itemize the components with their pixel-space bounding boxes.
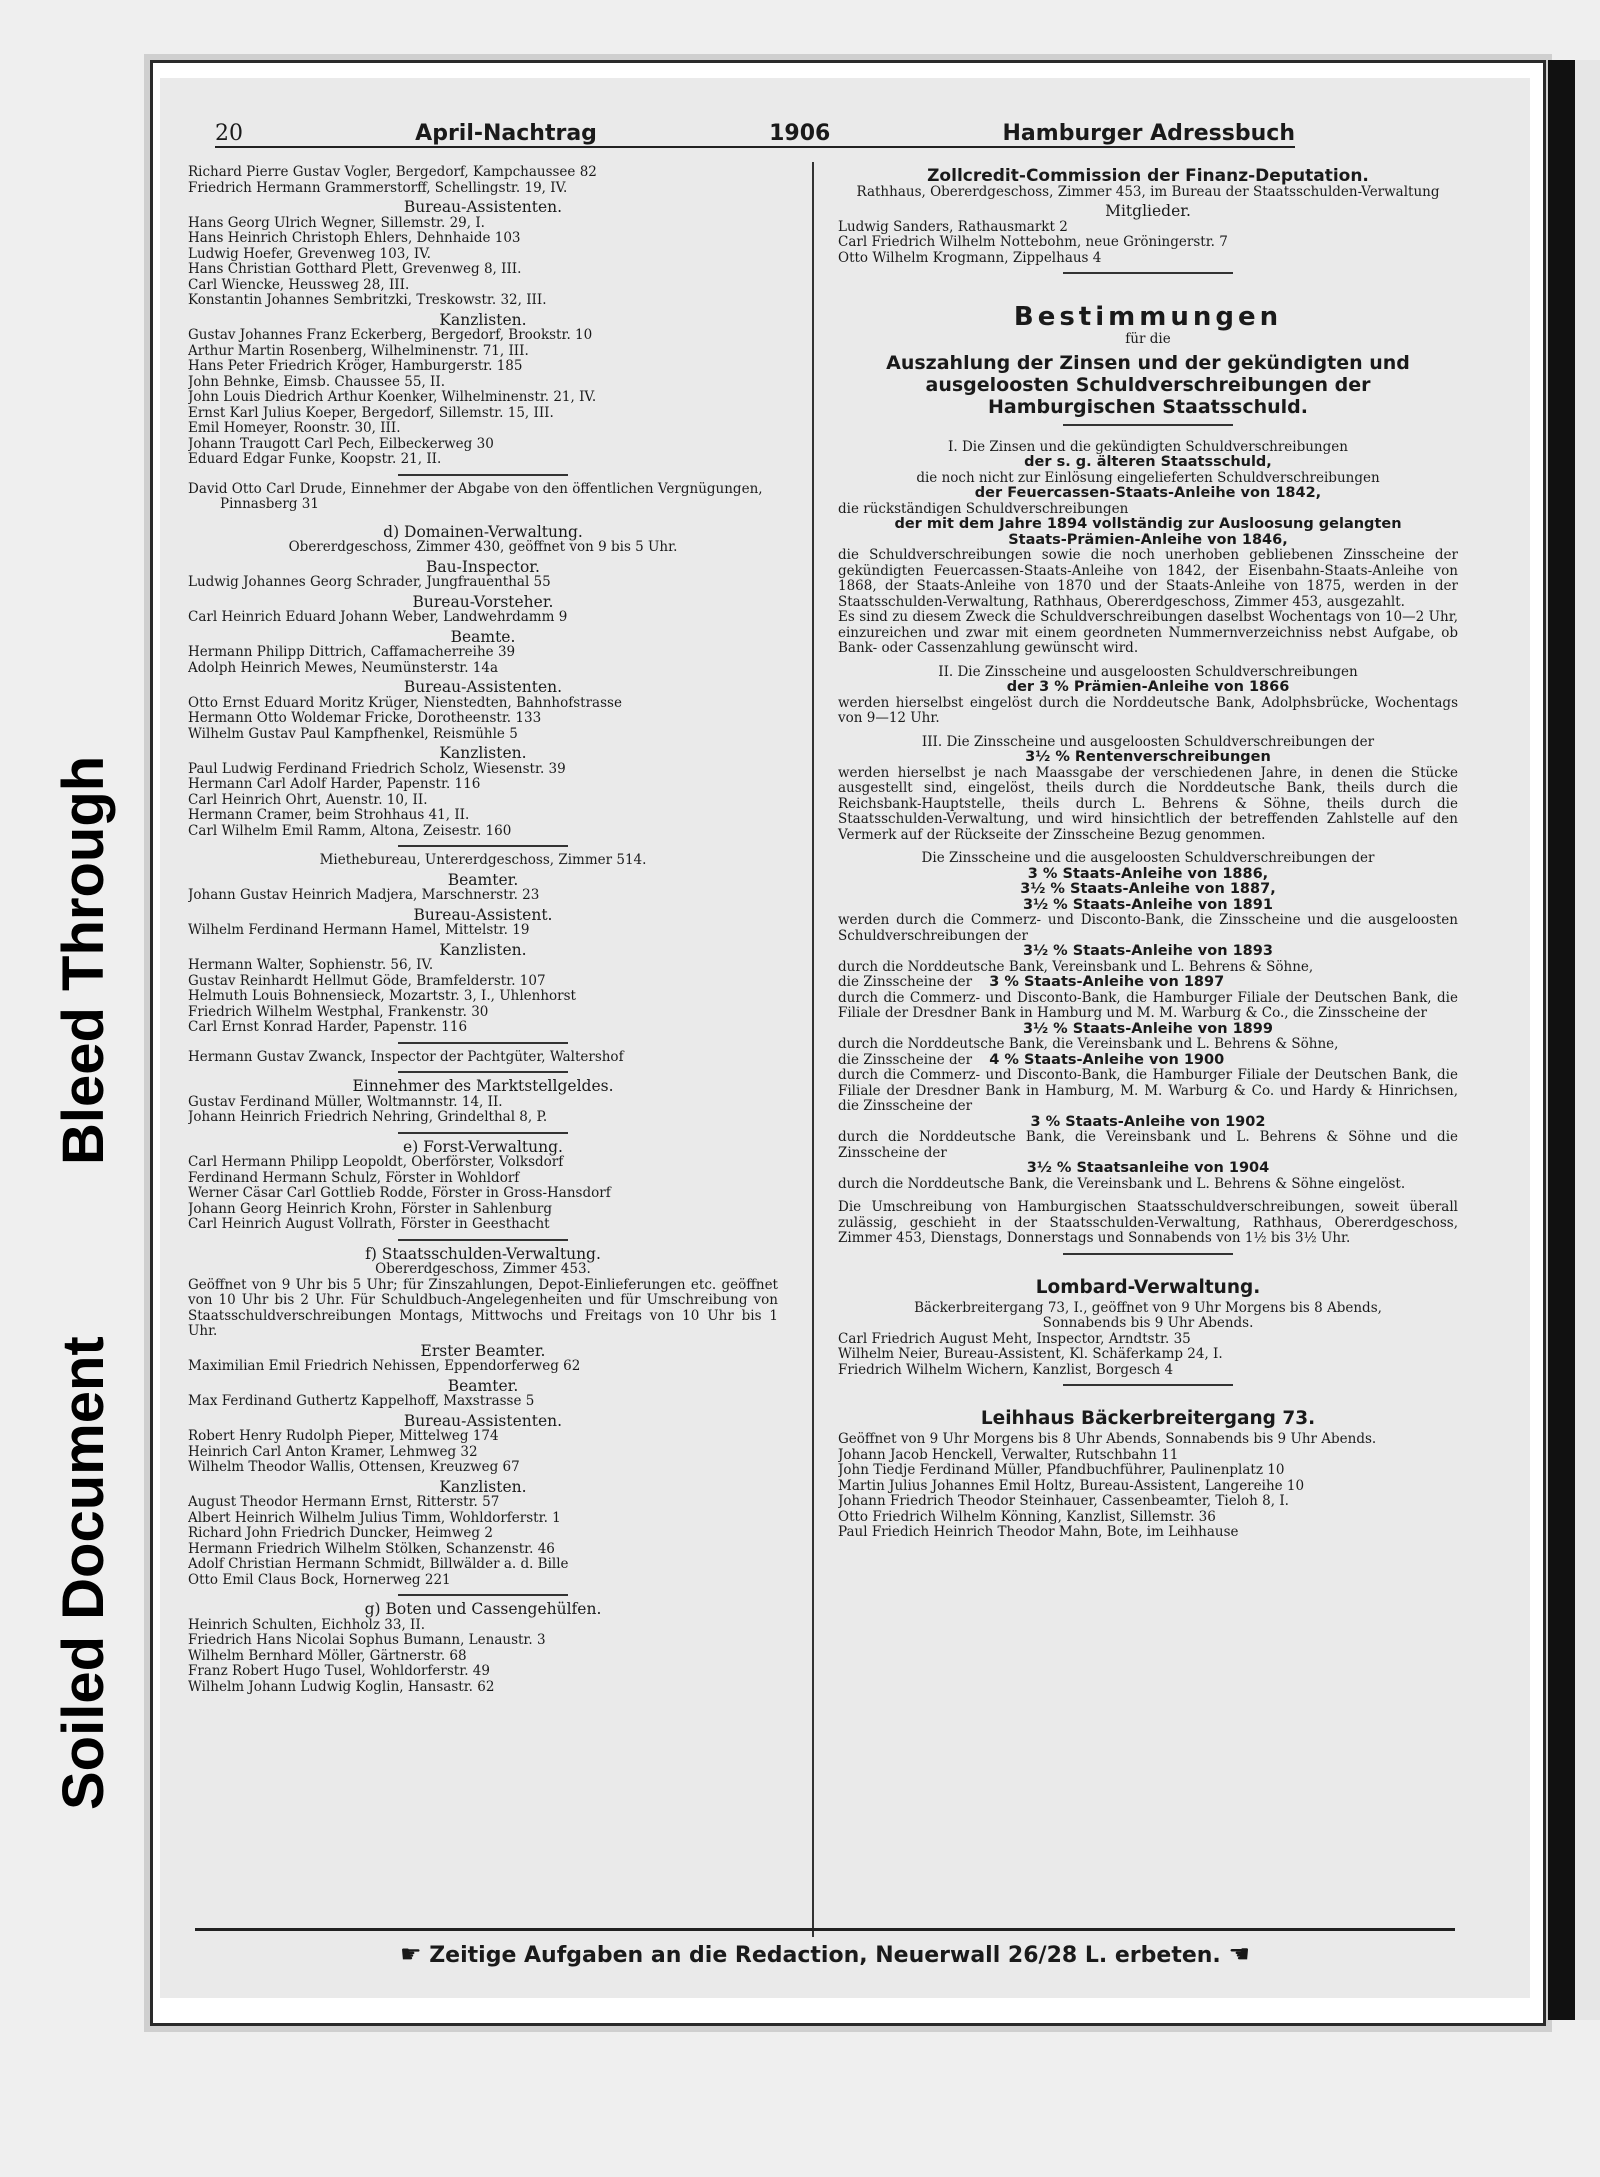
entry-line: Wilhelm Ferdinand Hermann Hamel, Mittelstr. 19 bbox=[188, 923, 530, 938]
column-divider bbox=[812, 162, 814, 1937]
entry-line: Martin Julius Johannes Emil Holtz, Bureau-Assistent, Langereihe 10 bbox=[838, 1478, 1305, 1494]
heading-bureau-assistenten-1: Bureau-Assistenten. bbox=[403, 198, 563, 216]
anleihe-1897-text: durch die Commerz- und Disconto-Bank, die Hamburger Filiale der Deutschen Bank, die Filiale der Dresdner Bank in Hamburg und M. M. Warburg & Co., die Zinsscheine der bbox=[838, 989, 1458, 1021]
kanzlisten-list-3 bbox=[188, 958, 778, 1036]
beamte-list bbox=[188, 645, 778, 676]
heading-zollcredit: Zollcredit-Commission der Finanz-Deputation. bbox=[927, 166, 1369, 186]
boten-list bbox=[188, 1618, 778, 1696]
anleihe-1897-prefix: die Zinsscheine der bbox=[838, 974, 973, 990]
entry-line: Carl Heinrich Eduard Johann Weber, Landwehrdamm 9 bbox=[188, 610, 568, 625]
heading-mitglieder: Mitglieder. bbox=[1105, 202, 1191, 220]
anleihe-1893-text: durch die Norddeutsche Bank, Vereinsbank und L. Behrens & Söhne, bbox=[838, 958, 1314, 975]
bestimmungen-sub-2: ausgeloosten Schuldverschreibungen der bbox=[925, 373, 1371, 396]
entry-line: Gustav Reinhardt Hellmut Göde, Bramfelderstr. 107 bbox=[188, 973, 546, 989]
entry-line: Friedrich Hans Nicolai Sophus Bumann, Lenaustr. 3 bbox=[188, 1633, 546, 1648]
bureau-assistenten-list-4 bbox=[188, 1429, 778, 1476]
entry-line: Arthur Martin Rosenberg, Wilhelminenstr. 71, III. bbox=[188, 343, 529, 359]
footer-rule bbox=[195, 1928, 1455, 1931]
drude-line-2: Pinnasberg 31 bbox=[220, 497, 319, 512]
right-column bbox=[838, 165, 1458, 1541]
section-rule bbox=[398, 845, 568, 847]
entry-line: Hermann Cramer, beim Strohhaus 41, II. bbox=[188, 808, 470, 823]
kanzlisten-list-2 bbox=[188, 762, 778, 840]
header-year: 1906 bbox=[769, 121, 831, 146]
entry-line: Johann Jacob Henckell, Verwalter, Rutschbahn 11 bbox=[838, 1447, 1179, 1463]
entry-line: Konstantin Johannes Sembritzki, Treskowstr. 32, III. bbox=[188, 293, 547, 308]
intro-list bbox=[188, 165, 778, 196]
entry-line: Heinrich Schulten, Eichholz 33, II. bbox=[188, 1617, 425, 1633]
entry-line: Wilhelm Neier, Bureau-Assistent, Kl. Schäferkamp 24, I. bbox=[838, 1347, 1223, 1362]
header-section: April-Nachtrag bbox=[415, 121, 597, 146]
entry-line: Wilhelm Johann Ludwig Koglin, Hansastr. 62 bbox=[188, 1679, 495, 1695]
section-ii-intro: II. Die Zinsscheine und ausgeloosten Schuldverschreibungen bbox=[938, 663, 1358, 680]
section-i-noch: die noch nicht zur Einlösung eingelieferten Schuldverschreibungen bbox=[916, 469, 1380, 486]
entry-line: Ferdinand Hermann Schulz, Förster in Wohldorf bbox=[188, 1170, 520, 1186]
entry-line: Eduard Edgar Funke, Koopstr. 21, II. bbox=[188, 452, 442, 467]
anleihe-1899: 3½ % Staats-Anleihe von 1899 bbox=[1023, 1020, 1273, 1037]
lombard-list bbox=[838, 1332, 1458, 1379]
entry-line: Carl Heinrich Ohrt, Auenstr. 10, II. bbox=[188, 792, 428, 808]
bestimmungen-sub-1: Auszahlung der Zinsen und der gekündigten und bbox=[886, 351, 1410, 374]
anleihe-1897: 3 % Staats-Anleihe von 1897 bbox=[989, 974, 1225, 990]
staatsschulden-address: Obererdgeschoss, Zimmer 453. bbox=[375, 1261, 591, 1277]
page-header bbox=[215, 112, 1295, 148]
heading-beamter-1: Beamter. bbox=[447, 870, 519, 889]
bestimmungen-sub-3: Hamburgischen Staatsschuld. bbox=[987, 395, 1308, 418]
forst-list bbox=[188, 1155, 778, 1233]
section-rule bbox=[1063, 1384, 1233, 1386]
entry-line: Johann Georg Heinrich Krohn, Förster in Sahlenburg bbox=[188, 1201, 553, 1217]
drude-line-1: David Otto Carl Drude, Einnehmer der Abgabe von den öffentlichen Vergnügungen, bbox=[188, 481, 763, 497]
entry-line: Adolph Heinrich Mewes, Neumünsterstr. 14a bbox=[188, 660, 499, 676]
anleihe-1886: 3 % Staats-Anleihe von 1886, bbox=[1027, 865, 1269, 882]
entry-line: Hermann Walter, Sophienstr. 56, IV. bbox=[188, 958, 434, 973]
entry-line: Carl Friedrich Wilhelm Nottebohm, neue Gröningerstr. 7 bbox=[838, 235, 1228, 250]
entry-line: Wilhelm Theodor Wallis, Ottensen, Kreuzweg 67 bbox=[188, 1460, 520, 1475]
entry-line: Max Ferdinand Guthertz Kappelhoff, Maxstrasse 5 bbox=[188, 1394, 535, 1409]
entry-line: Emil Homeyer, Roonstr. 30, III. bbox=[188, 421, 401, 436]
anleihe-1904-text: durch die Norddeutsche Bank, die Vereinsbank und L. Behrens & Söhne eingelöst. bbox=[838, 1175, 1406, 1192]
footer-text: Zeitige Aufgaben an die Redaction, Neuerwall 26/28 L. erbeten. bbox=[429, 1943, 1221, 1968]
entry-line: Hermann Otto Woldemar Fricke, Dorotheenstr. 133 bbox=[188, 711, 542, 726]
entry-line: Hans Christian Gotthard Plett, Grevenweg 8, III. bbox=[188, 262, 522, 277]
section-i-feuercassen: der Feuercassen-Staats-Anleihe von 1842, bbox=[974, 485, 1322, 501]
heading-erster-beamter: Erster Beamter. bbox=[420, 1341, 546, 1360]
leihhaus-address: Geöffnet von 9 Uhr Morgens bis 8 Uhr Abends, Sonnabends bis 9 Uhr Abends. bbox=[838, 1432, 1377, 1447]
entry-line: Carl Wiencke, Heussweg 28, III. bbox=[188, 277, 410, 293]
entry-line: Otto Emil Claus Bock, Hornerweg 221 bbox=[188, 1572, 451, 1588]
entry-line: Hans Georg Ulrich Wegner, Sillemstr. 29, I. bbox=[188, 215, 485, 231]
entry-line: Ludwig Johannes Georg Schrader, Jungfrauenthal 55 bbox=[188, 575, 551, 590]
entry-line: John Behnke, Eimsb. Chaussee 55, II. bbox=[188, 374, 446, 390]
section-rule bbox=[1063, 272, 1233, 274]
miethebureau: Miethebureau, Untererdgeschoss, Zimmer 514. bbox=[319, 852, 647, 868]
domainen-title: d) Domainen-Verwaltung. bbox=[383, 522, 583, 541]
beamter-list-1 bbox=[188, 888, 778, 904]
heading-kanzlisten-2: Kanzlisten. bbox=[439, 744, 527, 762]
entry-line: Hermann Friedrich Wilhelm Stölken, Schanzenstr. 46 bbox=[188, 1541, 555, 1557]
bestimmungen-title: Bestimmungen bbox=[1013, 302, 1283, 332]
entry-line: August Theodor Hermann Ernst, Ritterstr. 57 bbox=[188, 1495, 500, 1510]
heading-forst: e) Forst-Verwaltung. bbox=[403, 1137, 563, 1156]
section-i-text-2: Es sind zu diesem Zweck die Schuldverschreibungen daselbst Wochentags von 10—2 Uhr, einzureichen und zwar mit einem geordneten Nummernverzeichniss nebst Aufgabe, ob Bank- oder Cassenzahlung gewünscht wird. bbox=[838, 609, 1458, 656]
entry-line: Friedrich Hermann Grammerstorff, Schellingstr. 19, IV. bbox=[188, 180, 568, 196]
section-rule bbox=[398, 1042, 568, 1044]
entry-line: Hans Peter Friedrich Kröger, Hamburgerstr. 185 bbox=[188, 359, 523, 374]
footer-notice bbox=[195, 1940, 1455, 1968]
bureau-assistent-list-3 bbox=[188, 923, 778, 939]
section-i-1846: Staats-Prämien-Anleihe von 1846, bbox=[1008, 531, 1288, 548]
anleihe-1897-line bbox=[838, 975, 1458, 991]
anleihe-1904: 3½ % Staatsanleihe von 1904 bbox=[1026, 1160, 1270, 1176]
entry-line: Friedrich Wilhelm Westphal, Frankenstr. 30 bbox=[188, 1004, 489, 1020]
entry-line: Johann Traugott Carl Pech, Eilbeckerweg 30 bbox=[188, 436, 494, 452]
heading-kanzlisten-3: Kanzlisten. bbox=[439, 940, 527, 959]
section-ii-1866: der 3 % Prämien-Anleihe von 1866 bbox=[1006, 679, 1290, 695]
entry-line: Johann Friedrich Theodor Steinhauer, Cassenbeamter, Tieloh 8, I. bbox=[838, 1494, 1289, 1509]
entry-line: Franz Robert Hugo Tusel, Wohldorferstr. 49 bbox=[188, 1664, 490, 1679]
entry-line: Albert Heinrich Wilhelm Julius Timm, Wohldorferstr. 1 bbox=[188, 1510, 561, 1526]
erster-beamter-list bbox=[188, 1359, 778, 1375]
heading-bureau-vorsteher: Bureau-Vorsteher. bbox=[412, 592, 554, 611]
anleihe-1900-text: durch die Commerz- und Disconto-Bank, die Hamburger Filiale der Deutschen Bank, die Filiale der Dresdner Bank in Hamburg, M. M. Warburg & Co. und Hardy & Hinrichsen, die Zinsscheine der bbox=[838, 1067, 1458, 1114]
lombard-address-1: Bäckerbreitergang 73, I., geöffnet von 9 Uhr Morgens bis 8 Abends, bbox=[914, 1300, 1382, 1316]
entry-line: Maximilian Emil Friedrich Nehissen, Eppendorferweg 62 bbox=[188, 1359, 581, 1374]
mitglieder-list bbox=[838, 220, 1458, 267]
section-iii-renten: 3½ % Rentenverschreibungen bbox=[1025, 749, 1271, 765]
entry-line: Paul Ludwig Ferdinand Friedrich Scholz, Wiesenstr. 39 bbox=[188, 761, 566, 777]
entry-line: Carl Heinrich August Vollrath, Förster in Geesthacht bbox=[188, 1217, 550, 1232]
entry-line: Gustav Johannes Franz Eckerberg, Bergedorf, Brookstr. 10 bbox=[188, 328, 593, 343]
heading-bureau-assistenten-4: Bureau-Assistenten. bbox=[403, 1411, 563, 1430]
kanzlisten-list-4 bbox=[188, 1495, 778, 1588]
bestimmungen-fuer: für die bbox=[1125, 331, 1171, 347]
section-iv-intro: Die Zinsscheine und die ausgeloosten Schuldverschreibungen der bbox=[921, 850, 1375, 866]
marktstellgeld-list bbox=[188, 1095, 778, 1126]
entry-line: Werner Cäsar Carl Gottlieb Rodde, Förster in Gross-Hansdorf bbox=[188, 1186, 611, 1201]
bureau-assistenten-list-1 bbox=[188, 216, 778, 309]
entry-line: John Tiedje Ferdinand Müller, Pfandbuchführer, Paulinenplatz 10 bbox=[838, 1463, 1285, 1478]
entry-line: Carl Friedrich August Meht, Inspector, Arndtstr. 35 bbox=[838, 1331, 1191, 1347]
zollcredit-address: Rathhaus, Obererdgeschoss, Zimmer 453, im Bureau der Staatsschulden-Verwaltung bbox=[856, 184, 1440, 200]
leihhaus-list bbox=[838, 1448, 1458, 1541]
entry-line: Johann Heinrich Friedrich Nehring, Grindelthal 8, P. bbox=[188, 1110, 548, 1125]
anleihe-1887: 3½ % Staats-Anleihe von 1887, bbox=[1020, 881, 1276, 897]
drude-entry bbox=[188, 482, 778, 513]
entry-line: Hermann Carl Adolf Harder, Papenstr. 116 bbox=[188, 777, 481, 792]
anleihe-1900-line bbox=[838, 1053, 1458, 1069]
entry-line: Adolf Christian Hermann Schmidt, Billwälder a. d. Bille bbox=[188, 1557, 569, 1572]
anleihe-1902-text: durch die Norddeutsche Bank, die Vereinsbank und L. Behrens & Söhne und die Zinsscheine der bbox=[838, 1129, 1458, 1161]
binding-edge-light bbox=[1575, 60, 1600, 2020]
domainen-address: Obererdgeschoss, Zimmer 430, geöffnet von 9 bis 5 Uhr. bbox=[288, 539, 678, 555]
section-rule bbox=[398, 1594, 568, 1596]
section-rule bbox=[398, 1071, 568, 1073]
entry-line: Carl Wilhelm Emil Ramm, Altona, Zeisestr. 160 bbox=[188, 823, 512, 839]
section-rule bbox=[398, 1132, 568, 1134]
heading-domainen bbox=[188, 522, 778, 541]
section-i-text: die Schuldverschreibungen sowie die noch unerhoben gebliebenen Zinsscheine der gekündigten Feuercassen-Staats-Anleihe von 1842, der Eisenbahn-Staats-Anleihe von 1868, der Staats-Anleihe von 1870 und der Staats-Anleihe von 1875, werden in der Staatsschulden-Verwaltung, Rathhaus, Obererdgeschoss, Zimmer 453, ausgezahlt. bbox=[838, 547, 1458, 610]
umschreibung-text: Die Umschreibung von Hamburgischen Staatsschuldverschreibungen, soweit überall zulässig, geschieht in der Staatsschulden-Verwaltung, Rathhaus, Obererdgeschoss, Zimmer 453, Dienstags, Donnerstags und Sonnabends von 1½ bis 3½ Uhr. bbox=[838, 1199, 1458, 1246]
heading-kanzlisten-1: Kanzlisten. bbox=[439, 310, 527, 329]
bleed-through-label: Bleed Through bbox=[51, 755, 116, 1165]
bestimmungen-subtitle bbox=[838, 352, 1458, 418]
anleihe-1891: 3½ % Staats-Anleihe von 1891 bbox=[1023, 896, 1273, 913]
heading-staatsschulden: f) Staatsschulden-Verwaltung. bbox=[365, 1244, 601, 1263]
heading-bureau-assistenten-2: Bureau-Assistenten. bbox=[403, 678, 563, 696]
entry-line: John Louis Diedrich Arthur Koenker, Wilhelminenstr. 21, IV. bbox=[188, 390, 597, 405]
bureau-vorsteher-list bbox=[188, 610, 778, 626]
entry-line: Heinrich Carl Anton Kramer, Lehmweg 32 bbox=[188, 1444, 478, 1460]
beamter-list-2 bbox=[188, 1394, 778, 1410]
lombard-address-2: Sonnabends bis 9 Uhr Abends. bbox=[1042, 1316, 1254, 1331]
heading-bureau-assistent-3: Bureau-Assistent. bbox=[413, 905, 553, 924]
section-i-rueckstaendig: die rückständigen Schuldverschreibungen bbox=[838, 500, 1129, 517]
anleihe-1902: 3 % Staats-Anleihe von 1902 bbox=[1030, 1113, 1266, 1130]
entry-line: Helmuth Louis Bohnensieck, Mozartstr. 3, I., Uhlenhorst bbox=[188, 989, 576, 1004]
entry-line: Ludwig Sanders, Rathausmarkt 2 bbox=[838, 219, 1068, 235]
entry-line: Ludwig Hoefer, Grevenweg 103, IV. bbox=[188, 246, 431, 262]
anleihe-1893: 3½ % Staats-Anleihe von 1893 bbox=[1023, 943, 1273, 959]
entry-line: Carl Hermann Philipp Leopoldt, Oberförster, Volksdorf bbox=[188, 1155, 564, 1170]
entry-line: Otto Friedrich Wilhelm Könning, Kanzlist, Sillemstr. 36 bbox=[838, 1509, 1216, 1525]
section-iv-text: werden durch die Commerz- und Disconto-Bank, die Zinsscheine und die ausgeloosten Schuldverschreibungen der bbox=[838, 912, 1458, 944]
section-rule bbox=[1063, 1253, 1233, 1255]
entry-line: Richard Pierre Gustav Vogler, Bergedorf, Kampchaussee 82 bbox=[188, 165, 597, 180]
anleihe-1900: 4 % Staats-Anleihe von 1900 bbox=[989, 1051, 1225, 1068]
section-i-aeltere: der s. g. älteren Staatsschuld, bbox=[1024, 454, 1272, 470]
entry-line: Robert Henry Rudolph Pieper, Mittelweg 174 bbox=[188, 1429, 499, 1444]
pointing-hand-left-icon: ☚ bbox=[1228, 1940, 1250, 1968]
heading-bau-inspector: Bau-Inspector. bbox=[426, 557, 540, 576]
heading-beamter-2: Beamter. bbox=[447, 1376, 519, 1395]
anleihe-1900-prefix: die Zinsscheine der bbox=[838, 1051, 973, 1068]
entry-line: Paul Friedich Heinrich Theodor Mahn, Bote, im Leihhause bbox=[838, 1525, 1239, 1540]
entry-line: Johann Gustav Heinrich Madjera, Marschnerstr. 23 bbox=[188, 888, 540, 903]
entry-line: Ernst Karl Julius Koeper, Bergedorf, Sillemstr. 15, III. bbox=[188, 405, 554, 421]
heading-marktstellgeld: Einnehmer des Marktstellgeldes. bbox=[352, 1077, 614, 1095]
soiled-document-label: Soiled Document bbox=[51, 1336, 116, 1810]
entry-line: Hermann Philipp Dittrich, Caffamacherreihe 39 bbox=[188, 645, 516, 660]
entry-line: Otto Ernst Eduard Moritz Krüger, Nienstedten, Bahnhofstrasse bbox=[188, 695, 622, 711]
section-iii-intro: III. Die Zinsscheine und ausgeloosten Schuldverschreibungen der bbox=[921, 733, 1375, 750]
side-labels bbox=[0, 0, 150, 2177]
entry-line: Otto Wilhelm Krogmann, Zippelhaus 4 bbox=[838, 250, 1102, 266]
anleihe-1899-text: durch die Norddeutsche Bank, die Vereinsbank und L. Behrens & Söhne, bbox=[838, 1036, 1339, 1052]
bureau-assistenten-list-2 bbox=[188, 696, 778, 743]
section-ii-text: werden hierselbst eingelöst durch die Norddeutsche Bank, Adolphsbrücke, Wochentags von 9—12 Uhr. bbox=[838, 694, 1458, 726]
bau-inspector-list bbox=[188, 575, 778, 591]
section-rule bbox=[398, 474, 568, 476]
section-i-intro: I. Die Zinsen und die gekündigten Schuldverschreibungen bbox=[948, 438, 1348, 455]
section-rule bbox=[1063, 424, 1233, 426]
heading-lombard: Lombard-Verwaltung. bbox=[1035, 1276, 1261, 1298]
page-number: 20 bbox=[215, 121, 243, 146]
pointing-hand-right-icon: ☛ bbox=[400, 1940, 422, 1968]
heading-boten: g) Boten und Cassengehülfen. bbox=[364, 1600, 602, 1618]
section-i-1894: der mit dem Jahre 1894 vollständig zur Ausloosung gelangten bbox=[894, 516, 1402, 532]
entry-line: Richard John Friedrich Duncker, Heimweg 2 bbox=[188, 1526, 493, 1541]
entry-line: Wilhelm Bernhard Möller, Gärtnerstr. 68 bbox=[188, 1648, 467, 1664]
heading-beamte: Beamte. bbox=[450, 627, 516, 646]
left-column bbox=[188, 165, 778, 1695]
staatsschulden-hours: Geöffnet von 9 Uhr bis 5 Uhr; für Zinszahlungen, Depot-Einlieferungen etc. geöffnet von 10 Uhr bis 2 Uhr. Für Schuldbuch-Angelegenheiten und für Umschreibung von Staatsschuldverschreibungen Montags, Mittwochs und Freitags von 10 Uhr bis 1 Uhr. bbox=[188, 1276, 778, 1339]
heading-leihhaus: Leihhaus Bäckerbreitergang 73. bbox=[980, 1408, 1316, 1429]
section-iii-text: werden hierselbst je nach Maassgabe der verschiedenen Jahre, in denen die Stücke ausgestellt sind, eingelöst, theils durch die Norddeutsche Bank, theils durch die Reichsbank-Hauptstelle, theils durch L. Behrens & Söhne, theils durch die Staatsschulden-Verwaltung, und wird hinsichtlich der betreffenden Zahlstelle auf den Vermerk auf der Rückseite der Zinsscheine Bezug genommen. bbox=[838, 764, 1458, 843]
header-title: Hamburger Adressbuch bbox=[1002, 121, 1295, 146]
kanzlisten-list-1 bbox=[188, 328, 778, 468]
heading-kanzlisten-4: Kanzlisten. bbox=[439, 1477, 527, 1496]
entry-line: Wilhelm Gustav Paul Kampfhenkel, Reismühle 5 bbox=[188, 726, 518, 742]
entry-line: Carl Ernst Konrad Harder, Papenstr. 116 bbox=[188, 1020, 468, 1035]
entry-line: Friedrich Wilhelm Wichern, Kanzlist, Borgesch 4 bbox=[838, 1362, 1174, 1378]
zwanck-entry: Hermann Gustav Zwanck, Inspector der Pachtgüter, Waltershof bbox=[188, 1049, 624, 1065]
section-rule bbox=[398, 1239, 568, 1241]
entry-line: Gustav Ferdinand Müller, Woltmannstr. 14, II. bbox=[188, 1094, 503, 1110]
entry-line: Hans Heinrich Christoph Ehlers, Dehnhaide 103 bbox=[188, 231, 521, 246]
